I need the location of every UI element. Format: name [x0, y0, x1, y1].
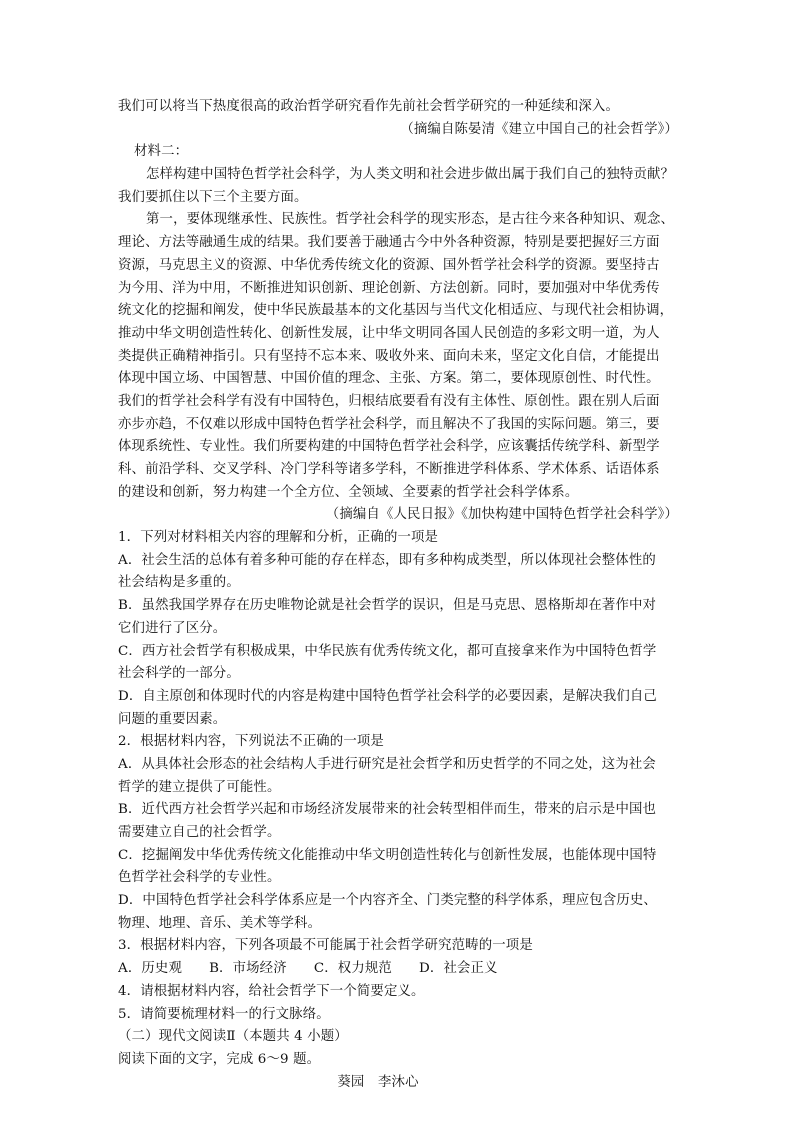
m2-p2-line: 资源，马克思主义的资源、中华优秀传统文化的资源、国外哲学社会科学的资源。要坚持古 [118, 257, 660, 273]
m2-p2-line: 为今用、洋为中用，不断推进知识创新、理论创新、方法创新。同时，要加强对中华优秀传 [118, 280, 660, 296]
question-line: 社会结构是多重的。 [118, 575, 240, 591]
m2-p2-line: 我们的哲学社会科学有没有中国特色，归根结底要看有没有主体性、原创性。跟在别人后面 [118, 393, 660, 409]
m2-p2-line: 体现中国立场、中国智慧、中国价值的理念、主张、方案。第二，要体现原创性、时代性。 [118, 371, 660, 387]
question-line: 3．根据材料内容，下列各项最不可能属于社会哲学研究范畴的一项是 [118, 938, 533, 954]
question-line: 它们进行了区分。 [118, 620, 227, 636]
section2-heading: （二）现代文阅读Ⅱ（本题共 4 小题） [118, 1029, 348, 1045]
question-line: 物理、地理、音乐、美术等学科。 [118, 915, 322, 931]
m2-p2-line: 第一，要体现继承性、民族性。哲学社会科学的现实形态，是古往今来各种知识、观念、 [146, 212, 675, 228]
m2-p2-line: 推动中华文明创造性转化、创新性发展，让中华文明同各国人民创造的多彩文明一道，为人 [118, 325, 660, 341]
material1-continuation: 我们可以将当下热度很高的政治哲学研究看作先前社会哲学研究的一种延续和深入。 [118, 99, 620, 114]
m2-p2-line: 理论、方法等融通生成的结果。我们要善于融通古今中外各种资源，特别是要把握好三方面 [118, 235, 660, 251]
question-line: D．中国特色哲学社会科学体系应是一个内容齐全、门类完整的科学体系，理应包含历史、 [118, 893, 657, 909]
source-citation-1: （摘编自陈晏清《建立中国自己的社会哲学》） [400, 121, 678, 137]
question-line: C．挖掘阐发中华优秀传统文化能推动中华文明创造性转化与创新性发展，也能体现中国特 [118, 847, 657, 863]
question-line: C．西方社会哲学有积极成果，中华民族有优秀传统文化，都可直接拿来作为中国特色哲学 [118, 643, 657, 659]
article-title-author: 葵园 李沐心 [337, 1074, 419, 1090]
question-line: 5．请简要梳理材料一的行文脉络。 [118, 1006, 330, 1022]
question-line: D．自主原创和体现时代的内容是构建中国特色哲学社会科学的必要因素，是解决我们自己 [118, 688, 657, 704]
material2-label: 材料二： [134, 144, 189, 160]
question-line: B．近代西方社会哲学兴起和市场经济发展带来的社会转型相伴而生，带来的启示是中国也 [118, 802, 657, 818]
m2-p1-line: 我们要抓住以下三个主要方面。 [118, 189, 308, 205]
exam-text-body [118, 96, 678, 1094]
question-line: 需要建立自己的社会哲学。 [118, 825, 281, 840]
question-line: A．历史观 B．市场经济 C．权力规范 D．社会正义 [118, 961, 498, 977]
m2-p2-line: 体现系统性、专业性。我们所要构建的中国特色哲学社会科学，应该囊括传统学科、新型学 [118, 439, 660, 455]
m2-p2-line: 的建设和创新，努力构建一个全方位、全领域、全要素的哲学社会科学体系。 [118, 484, 579, 500]
question-line: 1．下列对材料相关内容的理解和分析，正确的一项是 [118, 530, 439, 546]
question-line: 4．请根据材料内容，给社会哲学下一个简要定义。 [118, 983, 425, 999]
source-citation-2: （摘编自《人民日报》《加快构建中国特色哲学社会科学》） [325, 507, 678, 523]
question-line: 色哲学社会科学的专业性。 [118, 870, 281, 886]
question-line: 哲学的建立提供了可能性。 [118, 779, 281, 795]
m2-p2-line: 亦步亦趋，不仅难以形成中国特色哲学社会科学，而且解决不了我国的实际问题。第三，要 [118, 416, 660, 432]
question-line: B．虽然我国学界存在历史唯物论就是社会哲学的误识，但是马克思、恩格斯却在著作中对 [118, 598, 657, 614]
m2-p2-line: 统文化的挖掘和阐发，使中华民族最基本的文化基因与当代文化相适应、与现代社会相协调， [118, 303, 674, 319]
question-line: A．社会生活的总体有着多种可能的存在样态，即有多种构成类型，所以体现社会整体性的 [118, 552, 656, 568]
question-line: 2．根据材料内容，下列说法不正确的一项是 [118, 734, 384, 750]
m2-p2-line: 类提供正确精神指引。只有坚持不忘本来、吸收外来、面向未来，坚定文化自信，才能提出 [118, 348, 660, 364]
m2-p1-line: 怎样构建中国特色哲学社会科学，为人类文明和社会进步做出属于我们自己的独特贡献？ [146, 167, 675, 183]
question-line: 问题的重要因素。 [118, 711, 227, 727]
question-line: 社会科学的一部分。 [118, 666, 240, 682]
m2-p2-line: 科、前沿学科、交叉学科、冷门学科等诸多学科，不断推进学科体系、学术体系、话语体系 [118, 462, 660, 477]
question-line: A．从具体社会形态的社会结构人手进行研究是社会哲学和历史哲学的不同之处，这为社会 [118, 756, 656, 772]
reading-instruction: 阅读下面的文字，完成 6～9 题。 [118, 1051, 321, 1067]
